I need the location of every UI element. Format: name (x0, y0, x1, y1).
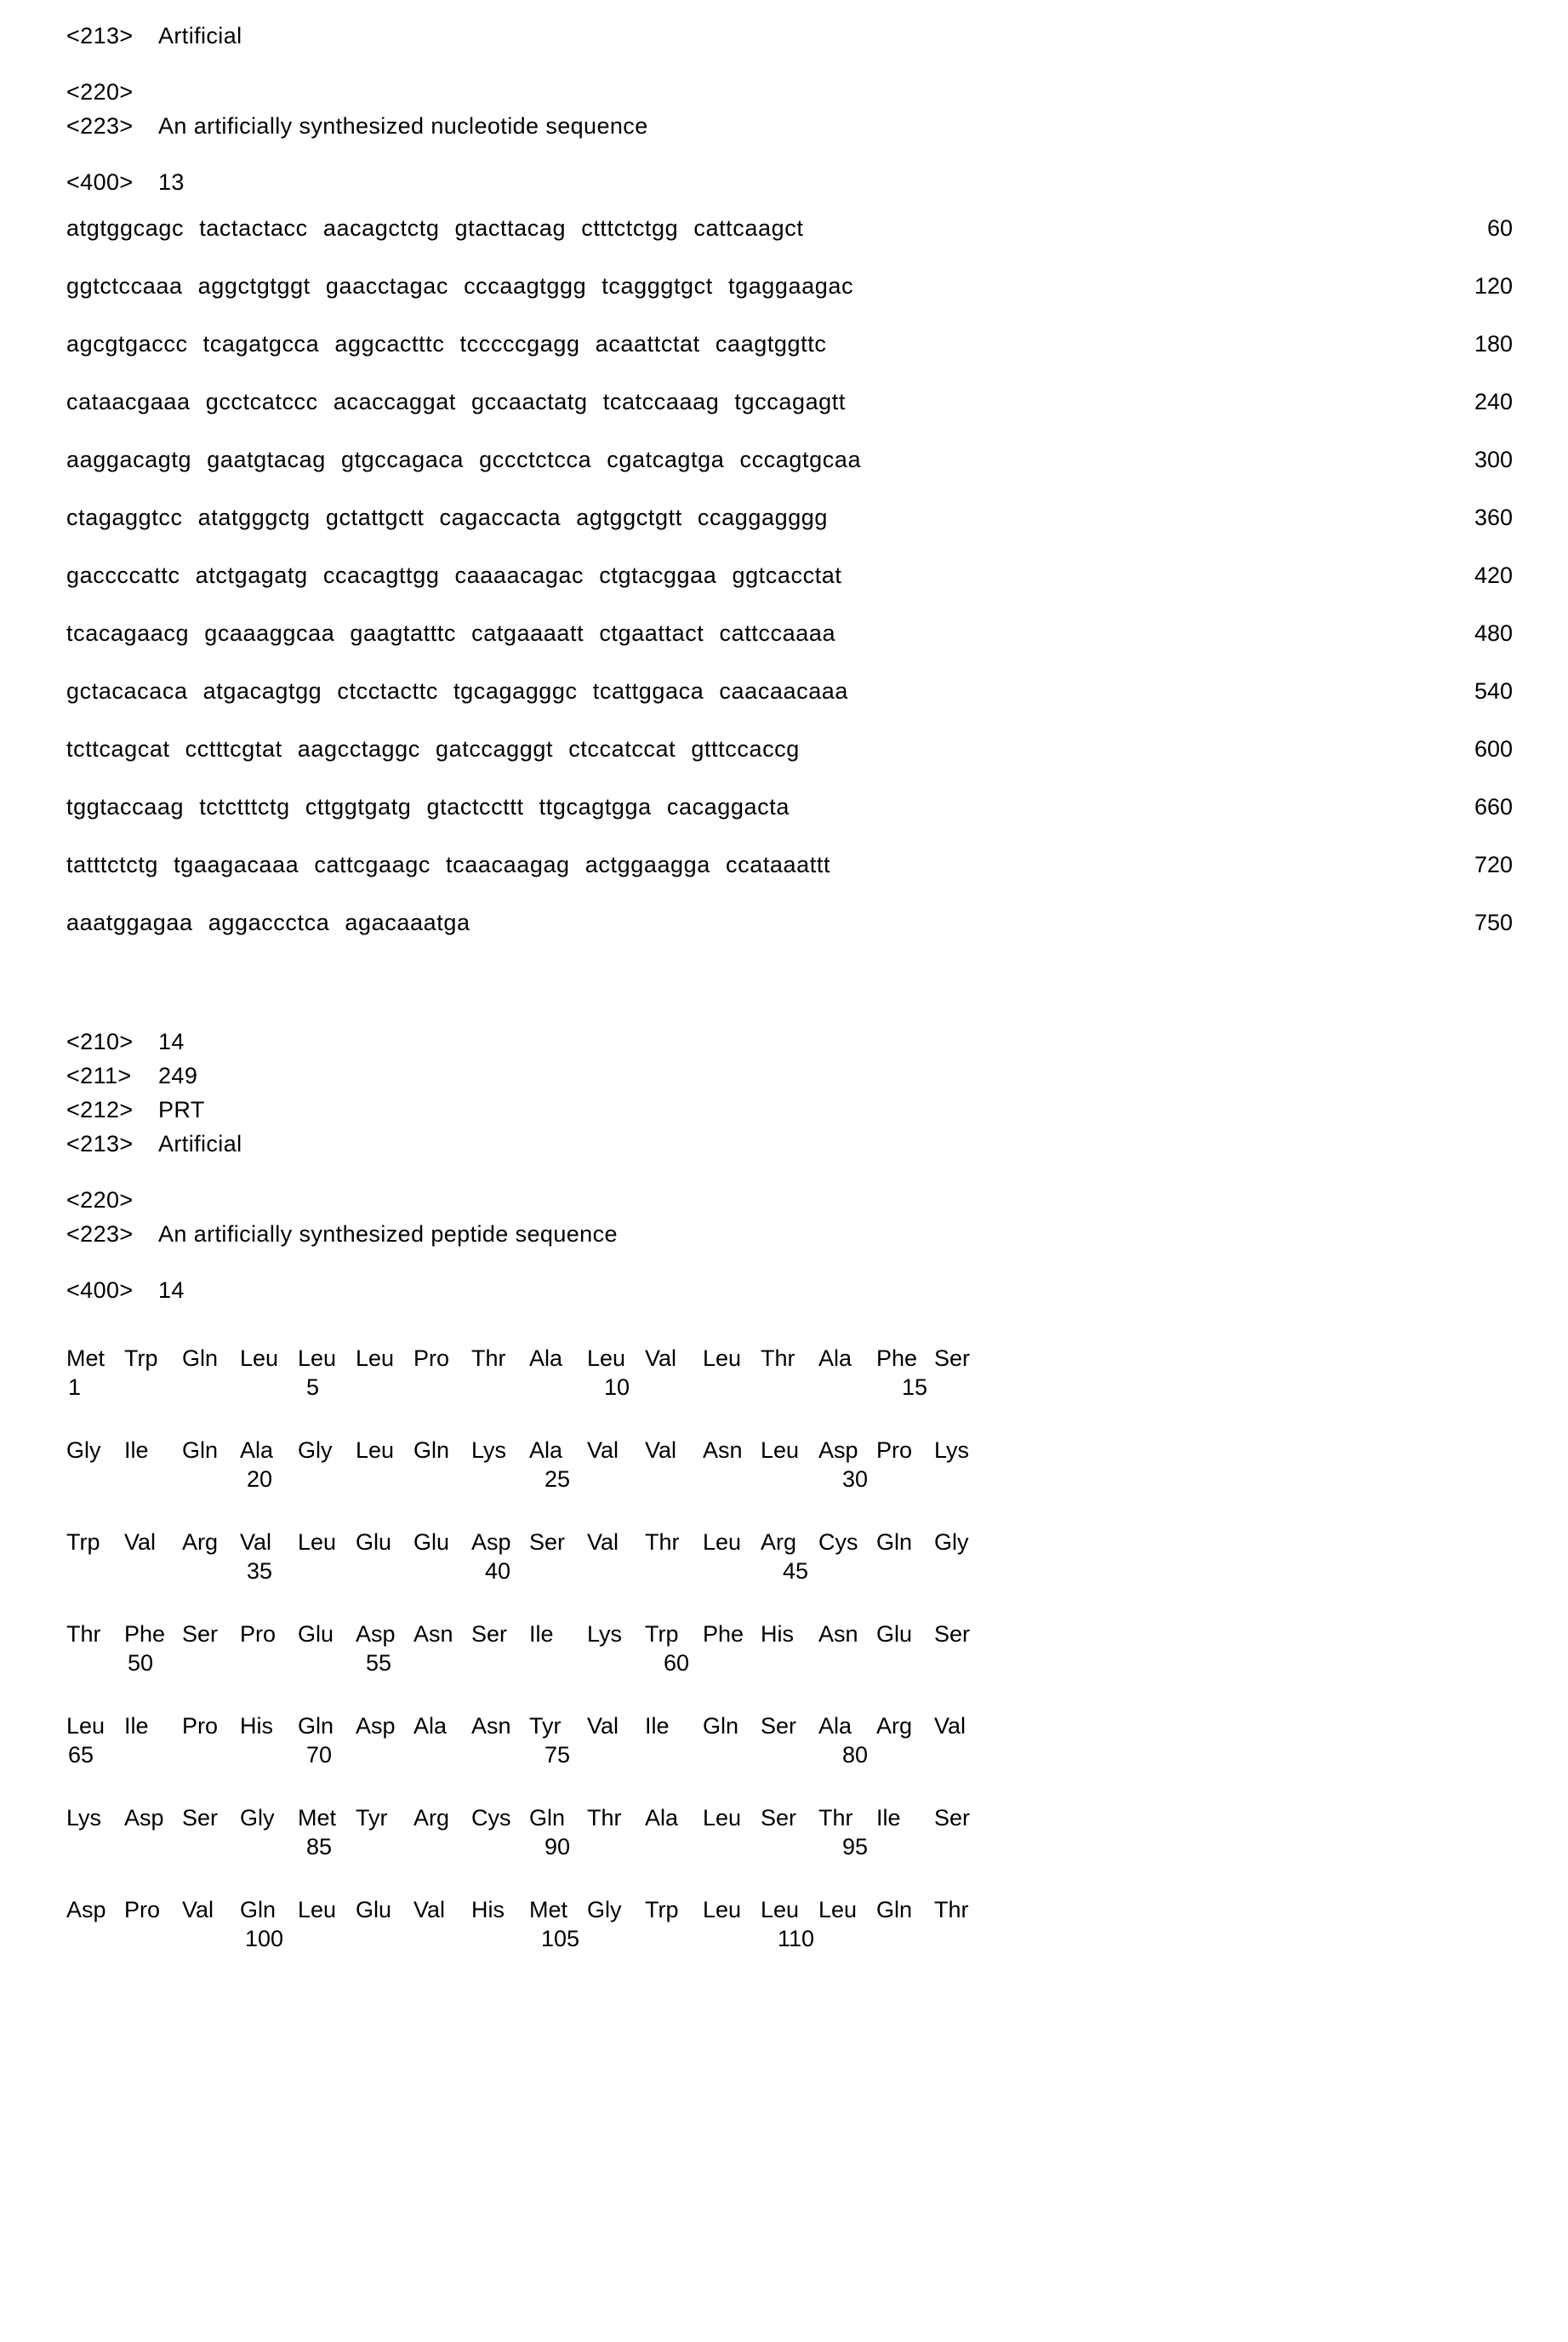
amino-acid-residue: Glu (298, 1621, 334, 1647)
amino-acid-residue: Gln (529, 1805, 566, 1831)
amino-acid-residue: Cys (471, 1805, 511, 1831)
peptide-position-number: 10 (604, 1374, 630, 1400)
nucleotide-sequence-text: ggtctccaaa aggctgtggt gaacctagac cccaagtggg tcagggtgct tgaggaagac (66, 273, 854, 299)
seq14-type-tag: <212> (66, 1097, 134, 1122)
amino-acid-residue: Thr (818, 1805, 853, 1831)
nucleotide-position-number: 180 (1474, 331, 1513, 357)
amino-acid-residue: Leu (818, 1897, 858, 1922)
amino-acid-residue: Thr (761, 1345, 795, 1371)
peptide-number-line (66, 1370, 1019, 1404)
nucleotide-sequence-text: aaggacagtg gaatgtacag gtgccagaca gccctctcca cgatcagtga cccagtgcaa (66, 447, 862, 472)
amino-acid-residue: Lys (66, 1805, 102, 1831)
peptide-position-number: 105 (541, 1926, 580, 1951)
amino-acid-residue: Gln (298, 1713, 334, 1739)
amino-acid-residue: Gly (240, 1805, 275, 1831)
amino-acid-residue: Arg (413, 1805, 450, 1831)
amino-acid-residue: Thr (587, 1805, 622, 1831)
amino-acid-residue: Gln (182, 1345, 219, 1371)
amino-acid-residue: Pro (876, 1437, 913, 1463)
peptide-position-number: 90 (545, 1834, 571, 1859)
nucleotide-sequence-text: tggtaccaag tctctttctg cttggtgatg gtactccttt ttgcagtgga cacaggacta (66, 794, 790, 820)
peptide-position-number: 20 (247, 1466, 273, 1492)
nucleotide-position-number: 480 (1474, 620, 1513, 646)
nucleotide-sequence-text: tcttcagcat cctttcgtat aagcctaggc gatccagggt ctccatccat gtttccaccg (66, 736, 800, 762)
amino-acid-residue: Val (413, 1897, 446, 1922)
amino-acid-residue: Phe (876, 1345, 918, 1371)
amino-acid-residue: Leu (761, 1437, 800, 1463)
amino-acid-residue: Glu (356, 1529, 392, 1555)
amino-acid-residue: Gly (587, 1897, 622, 1922)
nucleotide-position-number: 60 (1486, 215, 1513, 241)
peptide-position-number: 80 (842, 1742, 869, 1768)
seq13-organism-value: Artificial (158, 23, 242, 49)
amino-acid-residue: Lys (471, 1437, 507, 1463)
seq14-type-value: PRT (158, 1097, 205, 1122)
peptide-row (66, 1433, 1513, 1525)
amino-acid-residue: Leu (298, 1897, 337, 1922)
nucleotide-row (66, 257, 1513, 315)
amino-acid-residue: Phe (124, 1621, 166, 1647)
seq14-seqid-line (66, 1025, 1513, 1059)
amino-acid-residue: Val (240, 1529, 272, 1555)
amino-acid-residue: Val (587, 1713, 619, 1739)
amino-acid-residue: Ser (761, 1805, 797, 1831)
amino-acid-residue: Leu (587, 1345, 626, 1371)
seq14-length-line (66, 1059, 1513, 1093)
peptide-position-number: 85 (306, 1834, 333, 1859)
amino-acid-residue: Asp (471, 1529, 511, 1555)
peptide-number-line (66, 1830, 1019, 1864)
amino-acid-residue: Asn (818, 1621, 858, 1647)
amino-acid-residue: Arg (182, 1529, 219, 1555)
seq14-sequence-line (66, 1273, 1513, 1307)
page-content (66, 19, 1513, 1985)
amino-acid-residue: Leu (66, 1713, 105, 1739)
amino-acid-residue: Pro (413, 1345, 450, 1371)
nucleotide-row (66, 431, 1513, 488)
nucleotide-sequence-text: agcgtgaccc tcagatgcca aggcactttc tcccccgagg acaattctat caagtggttc (66, 331, 827, 357)
amino-acid-residue: Tyr (356, 1805, 388, 1831)
nucleotide-position-number: 660 (1474, 794, 1513, 820)
amino-acid-residue: His (761, 1621, 794, 1647)
amino-acid-residue: Val (645, 1437, 677, 1463)
nucleotide-position-number: 420 (1474, 563, 1513, 588)
amino-acid-residue: Arg (761, 1529, 797, 1555)
amino-acid-residue: Ser (934, 1621, 971, 1647)
nucleotide-row (66, 778, 1513, 836)
amino-acid-residue: Ala (818, 1345, 852, 1371)
peptide-row (66, 1801, 1513, 1893)
nucleotide-position-number: 300 (1474, 447, 1513, 472)
amino-acid-residue: Ser (471, 1621, 508, 1647)
peptide-position-number: 70 (306, 1742, 333, 1768)
amino-acid-residue: Leu (703, 1345, 742, 1371)
nucleotide-sequence-text: atgtggcagc tactactacc aacagctctg gtacttacag ctttctctgg cattcaagct (66, 215, 804, 241)
peptide-position-number: 95 (842, 1834, 869, 1859)
peptide-position-number: 60 (664, 1650, 690, 1676)
amino-acid-residue: Ala (645, 1805, 679, 1831)
amino-acid-residue: Trp (645, 1897, 679, 1922)
nucleotide-position-number: 750 (1474, 910, 1513, 935)
seq13-feature-line (66, 75, 1513, 109)
seq14-header (66, 1025, 1513, 1307)
peptide-position-number: 45 (783, 1558, 809, 1584)
seq13-sequence-number: 13 (158, 169, 185, 195)
nucleotide-position-number: 600 (1474, 736, 1513, 762)
seq14-sequence-number: 14 (158, 1277, 185, 1303)
seq14-sequence-tag: <400> (66, 1277, 134, 1303)
spacer (66, 1251, 1513, 1273)
peptide-row (66, 1709, 1513, 1801)
peptide-position-number: 100 (245, 1926, 284, 1951)
amino-acid-residue: Gln (413, 1437, 450, 1463)
amino-acid-residue: Asp (356, 1713, 396, 1739)
seq14-feature-tag: <220> (66, 1187, 134, 1213)
amino-acid-residue: Ala (529, 1345, 563, 1371)
amino-acid-residue: Val (934, 1713, 966, 1739)
seq14-feature-line (66, 1183, 1513, 1217)
peptide-number-line (66, 1646, 1019, 1680)
seq14-organism-line (66, 1127, 1513, 1161)
peptide-position-number: 110 (778, 1926, 815, 1951)
amino-acid-residue: Ala (413, 1713, 448, 1739)
spacer (66, 1307, 1513, 1341)
amino-acid-residue: Thr (471, 1345, 506, 1371)
nucleotide-row (66, 373, 1513, 431)
seq14-type-line (66, 1093, 1513, 1127)
amino-acid-residue: Val (124, 1529, 157, 1555)
seq13-feature-tag: <220> (66, 79, 134, 105)
spacer (66, 53, 1513, 75)
peptide-position-number: 65 (68, 1742, 94, 1768)
nucleotide-row (66, 662, 1513, 720)
amino-acid-residue: Leu (356, 1437, 395, 1463)
amino-acid-residue: Trp (645, 1621, 679, 1647)
amino-acid-residue: Met (529, 1897, 568, 1922)
amino-acid-residue: Pro (240, 1621, 277, 1647)
amino-acid-residue: Asp (66, 1897, 106, 1922)
peptide-position-number: 50 (128, 1650, 154, 1676)
amino-acid-residue: Val (645, 1345, 677, 1371)
seq13-other-info-tag: <223> (66, 113, 134, 139)
amino-acid-residue: Ser (934, 1805, 971, 1831)
nucleotide-row (66, 315, 1513, 373)
amino-acid-residue: Thr (66, 1621, 101, 1647)
amino-acid-residue: Phe (703, 1621, 744, 1647)
nucleotide-sequence-text: gctacacaca atgacagtgg ctcctacttc tgcagagggc tcattggaca caacaacaaa (66, 678, 849, 704)
peptide-position-number: 30 (842, 1466, 869, 1492)
amino-acid-residue: Ser (761, 1713, 797, 1739)
nucleotide-position-number: 360 (1474, 505, 1513, 530)
amino-acid-residue: Ser (182, 1805, 219, 1831)
amino-acid-residue: Val (182, 1897, 214, 1922)
peptide-position-number: 1 (68, 1374, 82, 1400)
amino-acid-residue: Tyr (529, 1713, 562, 1739)
nucleotide-row (66, 720, 1513, 778)
peptide-position-number: 25 (545, 1466, 571, 1492)
nucleotide-position-number: 720 (1474, 852, 1513, 877)
seq14-seqid-tag: <210> (66, 1029, 134, 1054)
seq14-length-value: 249 (158, 1063, 198, 1088)
seq13-sequence-line (66, 165, 1513, 199)
peptide-row (66, 1893, 1513, 1985)
nucleotide-sequence-text: cataacgaaa gcctcatccc acaccaggat gccaactatg tcatccaaag tgccagagtt (66, 389, 847, 414)
amino-acid-residue: Ala (240, 1437, 274, 1463)
spacer (66, 143, 1513, 165)
nucleotide-sequence-text: tatttctctg tgaagacaaa cattcgaagc tcaacaagag actggaagga ccataaattt (66, 852, 831, 877)
seq14-length-tag: <211> (66, 1063, 132, 1088)
spacer (66, 1161, 1513, 1183)
nucleotide-row (66, 199, 1513, 257)
amino-acid-residue: Glu (413, 1529, 450, 1555)
seq13-organism-line (66, 19, 1513, 53)
amino-acid-residue: Ser (529, 1529, 566, 1555)
amino-acid-residue: Trp (124, 1345, 158, 1371)
amino-acid-residue: Gln (240, 1897, 277, 1922)
nucleotide-row (66, 546, 1513, 604)
nucleotide-position-number: 240 (1474, 389, 1513, 414)
amino-acid-residue: Gly (298, 1437, 333, 1463)
peptide-row (66, 1525, 1513, 1617)
nucleotide-row (66, 488, 1513, 546)
seq13-other-info-value: An artificially synthesized nucleotide sequence (158, 113, 648, 139)
seq13-other-info-line (66, 109, 1513, 143)
nucleotide-position-number: 120 (1474, 273, 1513, 299)
peptide-row (66, 1341, 1513, 1433)
amino-acid-residue: Cys (818, 1529, 858, 1555)
amino-acid-residue: Lys (587, 1621, 623, 1647)
peptide-position-number: 5 (306, 1374, 320, 1400)
amino-acid-residue: Asp (356, 1621, 396, 1647)
peptide-position-number: 40 (485, 1558, 511, 1584)
amino-acid-residue: Ile (876, 1805, 901, 1831)
seq14-other-info-value: An artificially synthesized peptide sequence (158, 1221, 618, 1247)
amino-acid-residue: Pro (182, 1713, 219, 1739)
amino-acid-residue: Trp (66, 1529, 100, 1555)
spacer (66, 951, 1513, 1025)
amino-acid-residue: Val (587, 1437, 619, 1463)
seq13-organism-tag: <213> (66, 23, 134, 49)
peptide-number-line (66, 1922, 1014, 1956)
amino-acid-residue: Leu (298, 1529, 337, 1555)
amino-acid-residue: Ser (182, 1621, 219, 1647)
peptide-number-line (66, 1738, 1019, 1772)
amino-acid-residue: Leu (703, 1897, 742, 1922)
peptide-position-number: 55 (366, 1650, 392, 1676)
amino-acid-residue: Lys (934, 1437, 970, 1463)
amino-acid-residue: Ser (934, 1345, 971, 1371)
amino-acid-residue: Pro (124, 1897, 161, 1922)
seq14-seqid-value: 14 (158, 1029, 185, 1054)
nucleotide-position-number: 540 (1474, 678, 1513, 704)
amino-acid-residue: Gln (703, 1713, 739, 1739)
peptide-position-number: 75 (545, 1742, 571, 1768)
amino-acid-residue: Leu (356, 1345, 395, 1371)
nucleotide-row (66, 604, 1513, 662)
peptide-sequence-block (66, 1341, 1513, 1985)
amino-acid-residue: Val (587, 1529, 619, 1555)
nucleotide-sequence-text: gaccccattc atctgagatg ccacagttgg caaaacagac ctgtacggaa ggtcacctat (66, 563, 842, 588)
nucleotide-sequence-text: aaatggagaa aggaccctca agacaaatga (66, 910, 470, 935)
amino-acid-residue: Ile (124, 1713, 149, 1739)
amino-acid-residue: Met (298, 1805, 337, 1831)
nucleotide-row (66, 836, 1513, 894)
seq14-organism-value: Artificial (158, 1131, 242, 1157)
seq13-header (66, 19, 1513, 199)
peptide-row (66, 1617, 1513, 1709)
amino-acid-residue: Gly (66, 1437, 101, 1463)
peptide-number-line (66, 1554, 1019, 1588)
peptide-position-number: 35 (247, 1558, 273, 1584)
amino-acid-residue: Gly (934, 1529, 969, 1555)
amino-acid-residue: His (471, 1897, 505, 1922)
amino-acid-residue: Ala (529, 1437, 563, 1463)
amino-acid-residue: Ile (124, 1437, 149, 1463)
amino-acid-residue: Met (66, 1345, 105, 1371)
amino-acid-residue: Ala (818, 1713, 852, 1739)
amino-acid-residue: Asn (703, 1437, 743, 1463)
amino-acid-residue: Gln (182, 1437, 219, 1463)
amino-acid-residue: Ile (529, 1621, 554, 1647)
amino-acid-residue: Asn (413, 1621, 453, 1647)
amino-acid-residue: Gln (876, 1897, 913, 1922)
amino-acid-residue: Leu (703, 1805, 742, 1831)
amino-acid-residue: Leu (761, 1897, 800, 1922)
amino-acid-residue: Leu (298, 1345, 337, 1371)
amino-acid-residue: Leu (703, 1529, 742, 1555)
amino-acid-residue: Glu (356, 1897, 392, 1922)
nucleotide-sequence-text: ctagaggtcc atatgggctg gctattgctt cagaccacta agtggctgtt ccaggagggg (66, 505, 829, 530)
nucleotide-sequence-block (66, 199, 1513, 951)
peptide-position-number: 15 (902, 1374, 928, 1400)
peptide-number-line (66, 1462, 1019, 1496)
amino-acid-residue: Ile (645, 1713, 670, 1739)
seq14-other-info-tag: <223> (66, 1221, 134, 1247)
seq14-other-info-line (66, 1217, 1513, 1251)
amino-acid-residue: Asp (818, 1437, 858, 1463)
amino-acid-residue: Asn (471, 1713, 511, 1739)
nucleotide-row (66, 894, 1513, 951)
amino-acid-residue: Thr (645, 1529, 680, 1555)
nucleotide-sequence-text: tcacagaacg gcaaaggcaa gaagtatttc catgaaaatt ctgaattact cattccaaaa (66, 620, 836, 646)
amino-acid-residue: Asp (124, 1805, 164, 1831)
amino-acid-residue: Gln (876, 1529, 913, 1555)
amino-acid-residue: Glu (876, 1621, 913, 1647)
seq14-organism-tag: <213> (66, 1131, 134, 1157)
amino-acid-residue: Leu (240, 1345, 279, 1371)
seq13-sequence-tag: <400> (66, 169, 134, 195)
amino-acid-residue: Thr (934, 1897, 969, 1922)
amino-acid-residue: Arg (876, 1713, 913, 1739)
amino-acid-residue: His (240, 1713, 273, 1739)
